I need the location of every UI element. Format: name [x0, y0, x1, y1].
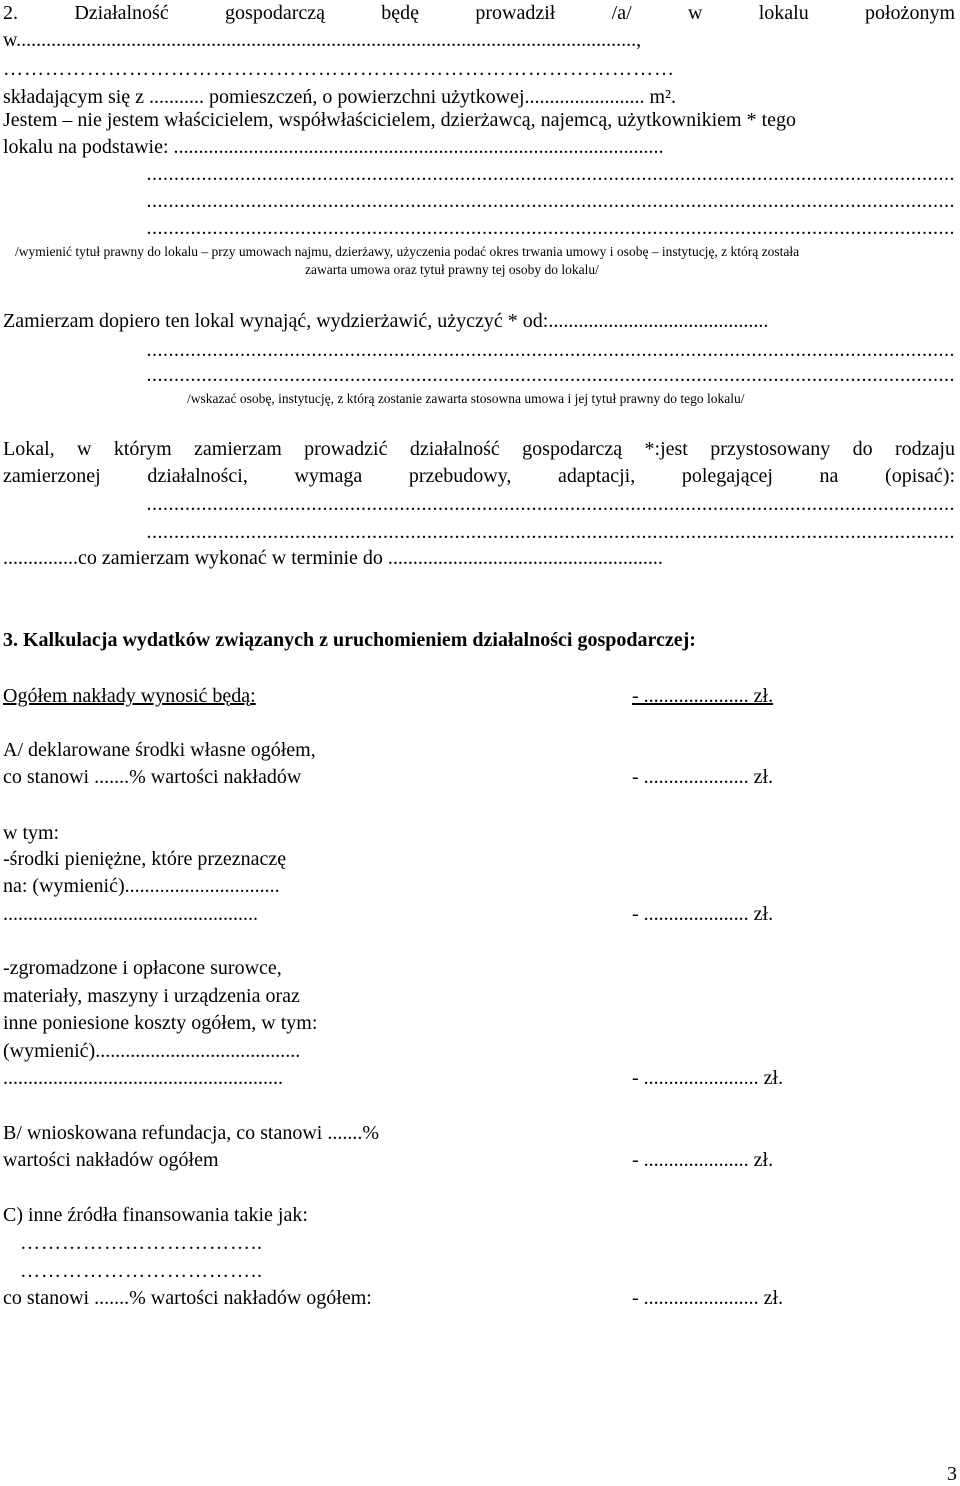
rent-fill-1: ...................................................................................................................................................: [146, 339, 955, 361]
own-funds-amount: - ..................... zł.: [632, 766, 774, 788]
own-funds-label-1: A/ deklarowane środki własne ogółem,: [3, 739, 316, 761]
refund-amount: - ..................... zł.: [632, 1149, 774, 1171]
refund-label-1: B/ wnioskowana refundacja, co stanowi .......%: [3, 1122, 380, 1144]
address-fill-line-1: w............................................................................................................................,: [3, 29, 642, 51]
page-number: 3: [947, 1463, 957, 1485]
materials-amount: - ....................... zł.: [632, 1067, 784, 1089]
premises-fill-1: ...................................................................................................................................................: [146, 493, 955, 515]
legal-basis-fill-1: ...................................................................................................................................................: [146, 163, 955, 185]
materials-fill: ........................................................: [3, 1067, 283, 1089]
rent-note: /wskazać osobę, instytucję, z którą zostanie zawarta stosowna umowa i jej tytuł prawny do tego lokalu/: [187, 391, 745, 406]
legal-basis-note-2: zawarta umowa oraz tytuł prawny tej osoby do lokalu/: [305, 262, 599, 277]
rent-intent-line: Zamierzam dopiero ten lokal wynająć, wydzierżawić, użyczyć * od:............................................: [3, 310, 769, 332]
premises-fill-2: ...................................................................................................................................................: [146, 521, 955, 543]
cash-funds-amount: - ..................... zł.: [632, 903, 774, 925]
ownership-line: Jestem – nie jestem właścicielem, współwłaścicielem, dzierżawcą, najemcą, użytkownikiem * tego: [3, 109, 797, 131]
total-costs-label: Ogółem nakłady wynosić będą:: [3, 685, 256, 707]
rooms-area-line: składającym się z ........... pomieszczeń, o powierzchni użytkowej........................ m².: [3, 86, 677, 108]
materials-label-1: -zgromadzone i opłacone surowce,: [3, 957, 282, 979]
materials-label-3: inne poniesione koszty ogółem, w tym:: [3, 1012, 318, 1034]
materials-label-4: (wymienić).........................................: [3, 1040, 301, 1062]
total-costs-amount: - ..................... zł.: [632, 685, 774, 707]
own-funds-label-2: co stanowi .......% wartości nakładów: [3, 766, 302, 788]
legal-basis-note-1: /wymienić tytuł prawny do lokalu – przy umowach najmu, dzierżawy, użyczenia podać okres trwania umowy i osobę – instytucję, z którą została: [15, 244, 800, 259]
address-fill-line-2: ……………………………………………………………………………………: [3, 58, 675, 80]
materials-label-2: materiały, maszyny i urządzenia oraz: [3, 985, 300, 1007]
legal-basis-fill-3: ...................................................................................................................................................: [146, 217, 955, 239]
refund-label-2: wartości nakładów ogółem: [3, 1149, 219, 1171]
other-sources-fill-2: ……………………………..: [20, 1260, 263, 1282]
other-sources-share: co stanowi .......% wartości nakładów ogółem:: [3, 1287, 372, 1309]
cash-funds-label-1: -środki pieniężne, które przeznaczę: [3, 848, 287, 870]
including-label: w tym:: [3, 822, 60, 844]
rent-fill-2: ...................................................................................................................................................: [146, 364, 955, 386]
cash-funds-label-2: na: (wymienić)...............................: [3, 875, 280, 897]
premises-deadline-line: ...............co zamierzam wykonać w terminie do .......................................................: [3, 547, 663, 569]
legal-basis-line: lokalu na podstawie: ..................................................................................................: [3, 136, 664, 158]
legal-basis-fill-2: ...................................................................................................................................................: [146, 190, 955, 212]
cash-funds-fill: ...................................................: [3, 903, 258, 925]
section2-heading-line: 2. Działalność gospodarczą będę prowadził /a/ w lokalu położonym: [3, 2, 955, 24]
other-sources-amount: - ....................... zł.: [632, 1287, 784, 1309]
section3-heading: 3. Kalkulacja wydatków związanych z uruchomieniem działalności gospodarczej:: [3, 629, 696, 651]
premises-line-1: Lokal, w którym zamierzam prowadzić działalność gospodarczą *:jest przystosowany do rodzaju: [3, 438, 955, 460]
other-sources-label: C) inne źródła finansowania takie jak:: [3, 1204, 308, 1226]
premises-line-2: zamierzonej działalności, wymaga przebudowy, adaptacji, polegającej na (opisać):: [3, 465, 955, 487]
other-sources-fill-1: ……………………………..: [20, 1232, 263, 1254]
